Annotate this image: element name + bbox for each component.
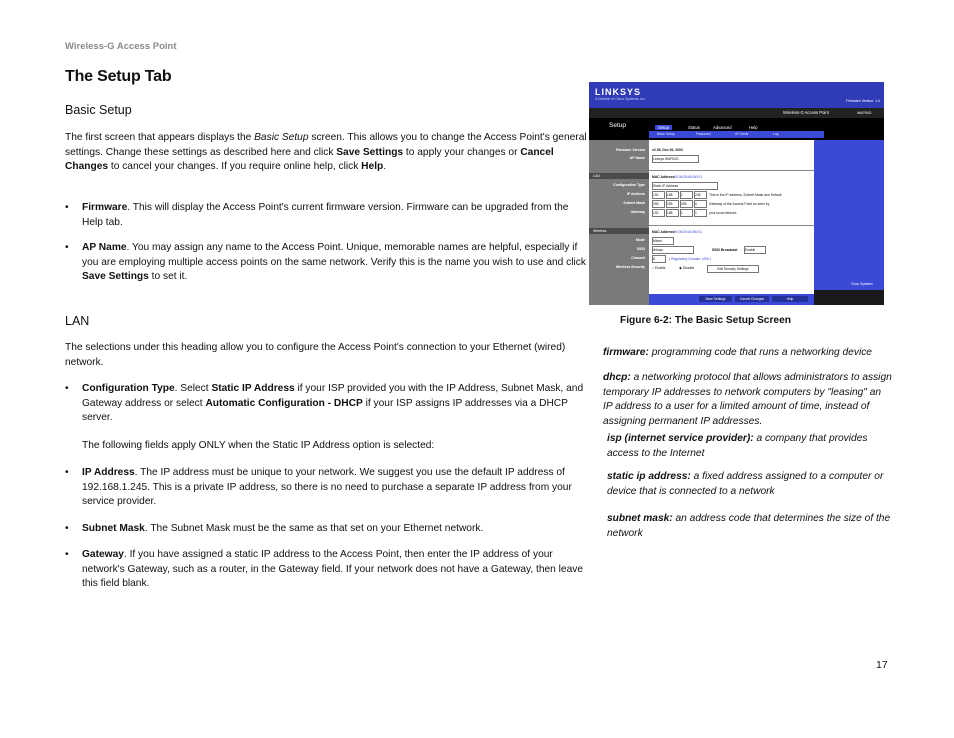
configuration-type-select[interactable]: Static IP Address bbox=[652, 182, 718, 190]
page-number: 17 bbox=[876, 659, 888, 671]
lan-mac-value: 00:06:25:A0:B0:01 bbox=[674, 175, 703, 179]
glossary-static-ip: static ip address: a fixed address assigned to a computer or device that is connected to a network bbox=[607, 471, 884, 497]
label-firmware-version: Firmware Version bbox=[615, 148, 645, 152]
glossary-isp: isp (internet service provider): a company that provides access to the Internet bbox=[607, 433, 868, 459]
side-title: Setup bbox=[589, 118, 649, 140]
glossary-dhcp: dhcp: a networking protocol that allows administrators to assign temporary IP addresses to network computers by "leasing" an IP address to a user for a limited amount of time, instead of assigning permanent IP addresses. bbox=[603, 372, 892, 427]
label-mode: Mode bbox=[635, 238, 645, 242]
mask-octet-2[interactable]: 255 bbox=[666, 200, 679, 208]
ssid-input[interactable]: linksys bbox=[652, 246, 694, 254]
ssid-broadcast-label: SSID Broadcast bbox=[712, 248, 738, 252]
ssid-broadcast-select[interactable]: Enable bbox=[744, 246, 766, 254]
save-settings-button[interactable]: Save Settings bbox=[699, 296, 732, 302]
static-ip-note: The following fields apply ONLY when the Static IP Address option is selected: bbox=[82, 440, 435, 451]
figure-caption: Figure 6-2: The Basic Setup Screen bbox=[620, 315, 791, 326]
gateway-octet-4[interactable]: 1 bbox=[694, 209, 707, 217]
lan-mac-label: MAC Address: bbox=[652, 175, 676, 179]
ip-octet-3[interactable]: 1 bbox=[680, 191, 693, 199]
linksys-logo: LINKSYS bbox=[595, 87, 642, 97]
divider-1 bbox=[649, 170, 814, 171]
product-id: WAP54G bbox=[857, 111, 872, 115]
help-button[interactable]: Help bbox=[772, 296, 808, 302]
ip-octet-4[interactable]: 245 bbox=[694, 191, 707, 199]
bullet-ap-name: • AP Name. You may assign any name to the Access Point. Unique, memorable names are helpful, especially if you are employing multiple access points on the same network. Verify this is the name you wish to use and click Save Settings to set it. bbox=[65, 242, 586, 283]
side-panel bbox=[589, 140, 649, 305]
tab-setup[interactable]: Setup bbox=[655, 125, 672, 130]
section-heading-basic-setup: Basic Setup bbox=[65, 103, 132, 117]
firmware-version-header: Firmware Version: 1.0 bbox=[845, 99, 880, 103]
wireless-band: Wireless bbox=[589, 228, 649, 234]
settings-content bbox=[649, 140, 814, 305]
gateway-octet-1[interactable]: 192 bbox=[652, 209, 665, 217]
logo-subtitle: A Division of Cisco Systems, Inc. bbox=[595, 97, 646, 101]
help-panel bbox=[814, 140, 884, 290]
gateway-octet-2[interactable]: 168 bbox=[666, 209, 679, 217]
product-name: Wireless-G Access Point bbox=[783, 110, 829, 115]
subtab-log[interactable]: Log bbox=[773, 132, 779, 136]
subtab-password[interactable]: Password bbox=[696, 132, 711, 136]
ip-octet-2[interactable]: 168 bbox=[666, 191, 679, 199]
firmware-value: v2.05, Dec 09, 2003 bbox=[652, 148, 683, 152]
mask-octet-4[interactable]: 0 bbox=[694, 200, 707, 208]
glossary-subnet-mask: subnet mask: an address code that determines the size of the network bbox=[607, 513, 891, 539]
security-enable-radio[interactable]: ○ Enable bbox=[652, 266, 666, 270]
security-disable-radio[interactable]: ◉ Disable bbox=[679, 266, 695, 270]
page-title: The Setup Tab bbox=[65, 68, 172, 85]
cisco-logo: Cisco Systems bbox=[851, 282, 873, 286]
gateway-note: your local network. bbox=[709, 211, 738, 215]
lan-band: LAN bbox=[589, 173, 649, 179]
glossary-firmware: firmware: programming code that runs a networking device bbox=[603, 347, 872, 358]
subtab-ap-mode[interactable]: AP Mode bbox=[735, 132, 749, 136]
intro-paragraph: The first screen that appears displays the Basic Setup screen. This allows you to change the Access Point's general settings. Change these settings as described here and click Save Settings to apply your changes or Cancel Changes to cancel your changes. If you require online help, click Help. bbox=[65, 132, 587, 173]
label-channel: Channel bbox=[631, 256, 645, 260]
label-ip-address: IP Address bbox=[626, 192, 645, 196]
wireless-mac-label: MAC Address: bbox=[652, 230, 676, 234]
gateway-octet-3[interactable]: 1 bbox=[680, 209, 693, 217]
label-wireless-security: Wireless Security bbox=[615, 265, 645, 269]
tab-status[interactable]: Status bbox=[688, 125, 700, 130]
subtab-basic-setup[interactable]: Basic Setup bbox=[657, 132, 675, 136]
bullet-subnet-mask: • Subnet Mask. The Subnet Mask must be the same as that set on your Ethernet network. bbox=[65, 523, 484, 534]
ap-name-input[interactable]: Linksys WAP54G bbox=[652, 155, 699, 163]
bullet-gateway: • Gateway. If you have assigned a static IP address to the Access Point, then enter the IP address of your network's Gateway, such as a router, in the Gateway field. If your network does not have a Gateway, then leave this field blank. bbox=[65, 549, 584, 590]
channel-select[interactable]: 6 bbox=[652, 255, 666, 263]
cancel-changes-button[interactable]: Cancel Changes bbox=[735, 296, 769, 302]
mask-octet-1[interactable]: 255 bbox=[652, 200, 665, 208]
wireless-mac-value: 00:06:25:A0:B0:01 bbox=[674, 230, 703, 234]
footer-corner bbox=[814, 290, 884, 305]
label-configuration-type: Configuration Type bbox=[613, 183, 645, 187]
product-bar bbox=[589, 108, 884, 118]
edit-security-settings-button[interactable]: Edit Security Settings bbox=[707, 265, 759, 273]
label-ap-name: AP Name bbox=[629, 156, 645, 160]
basic-setup-screenshot bbox=[589, 82, 884, 305]
mode-select[interactable]: Mixed bbox=[652, 237, 674, 245]
ip-octet-1[interactable]: 192 bbox=[652, 191, 665, 199]
divider-2 bbox=[649, 225, 814, 226]
bullet-firmware: • Firmware. This will display the Access Point's current firmware version. Firmware can be upgraded from the Help tab. bbox=[65, 202, 569, 228]
running-head: Wireless-G Access Point bbox=[65, 41, 177, 52]
lan-intro: The selections under this heading allow you to configure the Access Point's connection to your Ethernet (wired) network. bbox=[65, 342, 566, 368]
tab-advanced[interactable]: Advanced bbox=[713, 125, 732, 130]
label-ssid: SSID bbox=[636, 247, 645, 251]
label-subnet-mask: Subnet Mask bbox=[623, 201, 645, 205]
regulatory-domain: ( Regulatory Domain: USA ) bbox=[669, 257, 711, 261]
tab-help[interactable]: Help bbox=[749, 125, 758, 130]
section-heading-lan: LAN bbox=[65, 314, 90, 328]
label-gateway: Gateway bbox=[630, 210, 645, 214]
mask-note: Gateway of the Access Point as seen by bbox=[709, 202, 770, 206]
bullet-configuration-type: • Configuration Type. Select Static IP Address if your ISP provided you with the IP Address, Subnet Mask, and Gateway address or select Automatic Configuration - DHCP if your ISP assigns IP addresses via a DHCP server. bbox=[65, 383, 584, 424]
bullet-ip-address: • IP Address. The IP address must be unique to your network. We suggest you use the default IP address of 192.168.1.245. This is a private IP address, so there is no need to purchase a separate IP address from your service provider. bbox=[65, 467, 572, 508]
mask-octet-3[interactable]: 255 bbox=[680, 200, 693, 208]
ip-note: This is the IP address, Subnet Mask and Default bbox=[709, 193, 782, 197]
